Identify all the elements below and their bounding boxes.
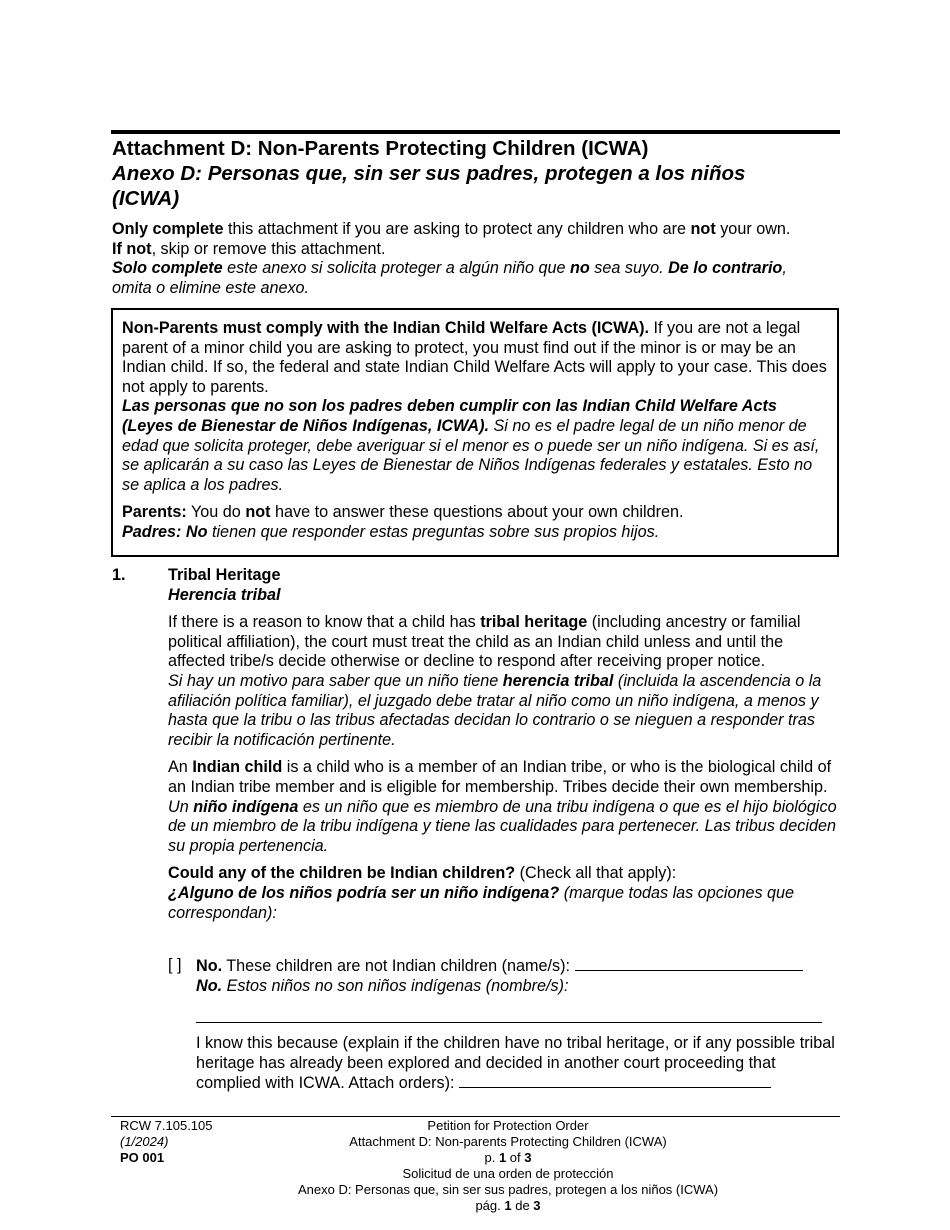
- intro-instructions: [112, 220, 842, 298]
- footer-form-info: [120, 1118, 213, 1166]
- no-checkbox[interactable]: [ ]: [168, 956, 182, 974]
- indian-child-def-es: Un niño indígena es un niño que es miembro de una tribu indígena o que es el hijo biológico de un miembro de la tribu indígena y tiene las cualidades para pertenecer. Las tribus deciden su propia pertenencia.: [168, 797, 837, 855]
- section-tribal-heritage: [168, 566, 840, 923]
- question-en: Could any of the children be Indian children? (Check all that apply):: [168, 864, 677, 883]
- title-es: Anexo D: Personas que, sin ser sus padres, protegen a los niños (ICWA): [112, 162, 746, 210]
- footer-line-4: Solicitud de una orden de protección: [402, 1166, 614, 1181]
- footer-form-number: PO 001: [120, 1150, 165, 1165]
- option-no-label: No. These children are not Indian children (name/s): No. Estos niños no son niños indígenas (nombre/s):: [196, 956, 836, 996]
- footer-date: (1/2024): [120, 1134, 169, 1149]
- intro-en: Only complete this attachment if you are asking to protect any children who are not your own. If not, skip or remove this attachment.: [112, 220, 791, 258]
- top-rule: [111, 130, 840, 134]
- indian-child-def-en: An Indian child is a child who is a member of an Indian tribe, or who is the biological child of an Indian tribe member and is eligible for membership. Tribes decide their own membership.: [168, 758, 832, 796]
- footer-title: [210, 1118, 806, 1214]
- footer-line-2: Attachment D: Non-parents Protecting Children (ICWA): [349, 1134, 667, 1149]
- tribal-heritage-es: Si hay un motivo para saber que un niño tiene herencia tribal (incluida la ascendencia o la afiliación política familiar), el juzgado debe tratar al niño como un niño indígena, a menos y hasta que la tribu o las tribus afectadas decidan lo contrario o se nieguen a responder tras recibir la notificación pertinente.: [168, 671, 822, 749]
- question-es: ¿Alguno de los niños podría ser un niño indígena? (marque todas las opciones que correspondan):: [168, 883, 795, 922]
- tribal-heritage-en: If there is a reason to know that a child has tribal heritage (including ancestry or familial political affiliation), the court must treat the child as an Indian child unless and until the affected tribe/s decide otherwise or decline to respond after receiving proper notice.: [168, 613, 801, 671]
- footer-page-number-es: pág. 1 de 3: [475, 1198, 541, 1213]
- icwa-notice-box: [111, 308, 839, 557]
- section-title-es: Herencia tribal: [168, 585, 281, 604]
- footer-page-number: p. 1 of 3: [484, 1150, 532, 1165]
- section-number: 1.: [112, 566, 126, 584]
- names-field[interactable]: [575, 956, 803, 971]
- explanation-field[interactable]: [459, 1073, 771, 1088]
- footer-line-5: Anexo D: Personas que, sin ser sus padres, protegen a los niños (ICWA): [297, 1182, 719, 1197]
- names-field-continued[interactable]: [196, 1022, 822, 1023]
- notice-es: Las personas que no son los padres deben cumplir con las Indian Child Welfare Acts (Leyes de Bienestar de Niños Indígenas, ICWA). Si no es el padre legal de un niño menor de edad que solicita proteger, debe averiguar si el menor es o puede ser un niño indígena. Si es así, se aplicarán a su caso las Leyes de Bienestar de Niños Indígenas federales y estatales. Esto no se aplica a los padres.: [122, 397, 820, 494]
- page-title: [112, 136, 840, 211]
- section-title: Tribal Heritage: [168, 566, 281, 584]
- explanation-prompt: I know this because (explain if the children have no tribal heritage, or if any possible tribal heritage has already been explored and decided in another court proceeding that complied with ICWA. Attach orders):: [196, 1034, 835, 1093]
- footer-rule: [111, 1116, 840, 1117]
- parents-note: Parents: You do not have to answer these questions about your own children.: [122, 503, 684, 522]
- padres-note: Padres: No tienen que responder estas preguntas sobre sus propios hijos.: [122, 522, 660, 541]
- notice-en: Non-Parents must comply with the Indian Child Welfare Acts (ICWA). If you are not a legal parent of a minor child you are asking to protect, you must find out if the minor is or may be an Indian child. If so, the federal and state Indian Child Welfare Acts will apply to your case. This does not apply to parents.: [122, 319, 827, 396]
- intro-es: Solo complete este anexo si solicita proteger a algún niño que no sea suyo. De lo contrario, omita o elimine este anexo.: [112, 259, 787, 297]
- footer-line-1: Petition for Protection Order: [427, 1118, 589, 1133]
- footer-rcw: RCW 7.105.105: [120, 1118, 213, 1133]
- title-en: Attachment D: Non-Parents Protecting Children (ICWA): [112, 137, 649, 160]
